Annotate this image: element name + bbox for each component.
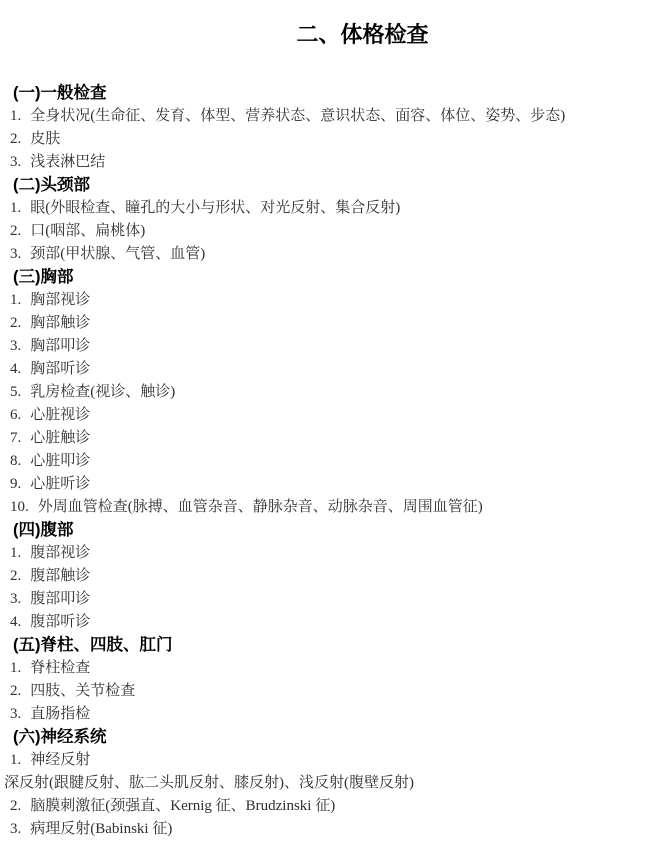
- list-item: [0, 289, 653, 312]
- list-item: [0, 542, 653, 565]
- list-item: [0, 312, 653, 335]
- item-text: 神经反射: [30, 752, 91, 768]
- list-item: [0, 450, 653, 473]
- list-item: [0, 818, 653, 841]
- item-text: 浅表淋巴结: [30, 154, 106, 170]
- document-section: [0, 266, 653, 519]
- document-section: [0, 174, 653, 266]
- item-number: 9.: [10, 476, 22, 492]
- item-text: 眼(外眼检查、瞳孔的大小与形状、对光反射、集合反射): [30, 200, 401, 216]
- list-item: [0, 404, 653, 427]
- item-number: 3.: [10, 821, 22, 837]
- item-number: 2.: [10, 683, 22, 699]
- item-text: 四肢、关节检查: [30, 683, 136, 699]
- item-number: 3.: [10, 338, 22, 354]
- list-item: [0, 151, 653, 174]
- item-number: 2.: [10, 223, 22, 239]
- item-number: 2.: [10, 315, 22, 331]
- item-number: 4.: [10, 614, 22, 630]
- item-text: 脑膜刺激征(颈强直、Kernig 征、Brudzinski 征): [30, 798, 336, 814]
- item-text: 腹部听诊: [30, 614, 91, 630]
- item-number: 3.: [10, 154, 22, 170]
- document-section: [0, 82, 653, 174]
- item-text: 病理反射(Babinski 征): [30, 821, 173, 837]
- item-text: 颈部(甲状腺、气管、血管): [30, 246, 206, 262]
- list-item: [0, 243, 653, 266]
- section-heading: (一)一般检查: [13, 84, 107, 102]
- item-text: 腹部叩诊: [30, 591, 91, 607]
- item-number: 1.: [10, 660, 22, 676]
- item-text: 心脏视诊: [30, 407, 91, 423]
- list-item: [0, 657, 653, 680]
- item-number: 6.: [10, 407, 22, 423]
- item-number: 2.: [10, 131, 22, 147]
- section-heading: (三)胸部: [13, 268, 74, 286]
- list-item: [0, 335, 653, 358]
- list-item: [0, 496, 653, 519]
- list-item: [0, 588, 653, 611]
- item-text: 脊柱检查: [30, 660, 91, 676]
- item-number: 5.: [10, 384, 22, 400]
- list-item: [0, 749, 653, 772]
- list-item: [0, 128, 653, 151]
- section-heading: (二)头颈部: [13, 176, 90, 194]
- item-number: 3.: [10, 706, 22, 722]
- item-number: 10.: [10, 499, 29, 515]
- list-item: [0, 358, 653, 381]
- item-number: 2.: [10, 798, 22, 814]
- item-number: 8.: [10, 453, 22, 469]
- document-body: [0, 82, 653, 841]
- item-text: 口(咽部、扁桃体): [30, 223, 146, 239]
- item-number: 1.: [10, 200, 22, 216]
- list-item: [0, 703, 653, 726]
- item-continuation: 深反射(跟腱反射、肱二头肌反射、膝反射)、浅反射(腹壁反射): [4, 775, 414, 791]
- item-text: 腹部视诊: [30, 545, 91, 561]
- item-number: 1.: [10, 752, 22, 768]
- item-text: 皮肤: [30, 131, 61, 147]
- item-text: 心脏叩诊: [30, 453, 91, 469]
- item-text: 腹部触诊: [30, 568, 91, 584]
- list-item: [0, 197, 653, 220]
- item-number: 3.: [10, 246, 22, 262]
- item-text: 全身状况(生命征、发育、体型、营养状态、意识状态、面容、体位、姿势、步态): [30, 108, 566, 124]
- list-item: [0, 680, 653, 703]
- item-text: 胸部触诊: [30, 315, 91, 331]
- item-text: 胸部视诊: [30, 292, 91, 308]
- item-text: 胸部叩诊: [30, 338, 91, 354]
- item-text: 心脏触诊: [30, 430, 91, 446]
- list-item: [0, 105, 653, 128]
- list-item: [0, 473, 653, 496]
- page-title: 二、体格检查: [296, 22, 429, 47]
- document-section: [0, 726, 653, 841]
- list-item: [0, 220, 653, 243]
- item-number: 1.: [10, 545, 22, 561]
- item-number: 2.: [10, 568, 22, 584]
- item-number: 1.: [10, 292, 22, 308]
- item-text: 外周血管检查(脉搏、血管杂音、静脉杂音、动脉杂音、周围血管征): [37, 499, 483, 515]
- list-item: [0, 795, 653, 818]
- section-heading: (四)腹部: [13, 521, 74, 539]
- item-text: 心脏听诊: [30, 476, 91, 492]
- list-item: [0, 611, 653, 634]
- list-item: [0, 381, 653, 404]
- list-item: [0, 565, 653, 588]
- document-section: [0, 519, 653, 634]
- item-number: 3.: [10, 591, 22, 607]
- item-text: 直肠指检: [30, 706, 91, 722]
- section-heading: (五)脊柱、四肢、肛门: [13, 636, 173, 654]
- item-number: 4.: [10, 361, 22, 377]
- list-item: [0, 427, 653, 450]
- item-number: 7.: [10, 430, 22, 446]
- document-section: [0, 634, 653, 726]
- item-text: 乳房检查(视诊、触诊): [30, 384, 176, 400]
- item-number: 1.: [10, 108, 22, 124]
- item-text: 胸部听诊: [30, 361, 91, 377]
- section-heading: (六)神经系统: [13, 728, 107, 746]
